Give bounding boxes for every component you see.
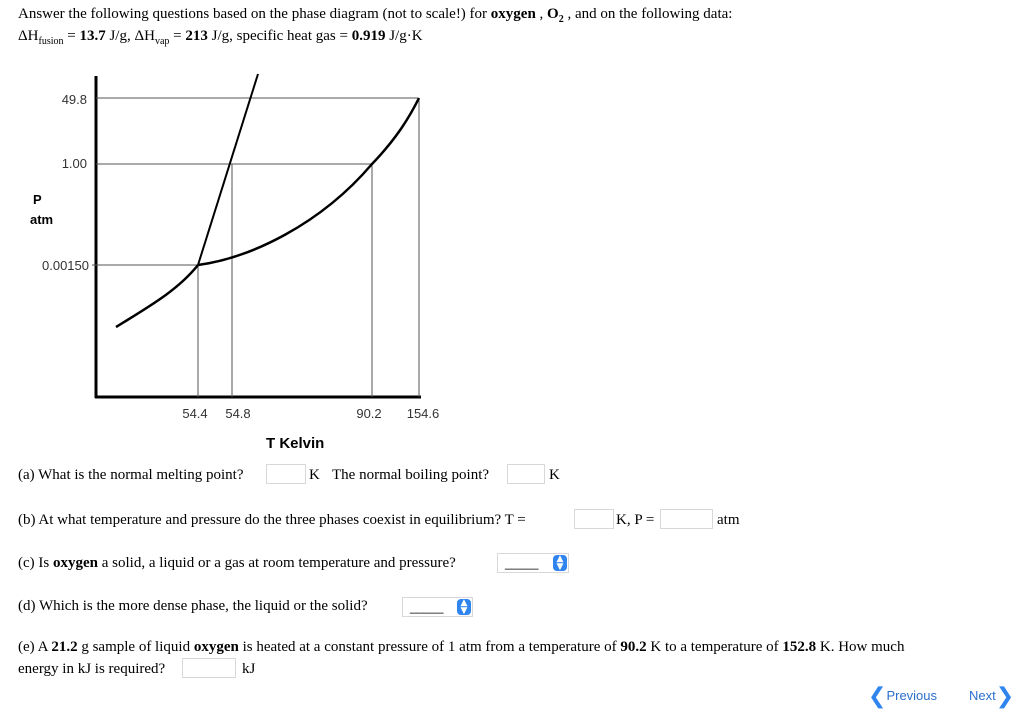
intro-line-2 (18, 28, 423, 47)
denser-phase-select[interactable] (402, 597, 473, 617)
question-d-text: (d) Which is the more dense phase, the liquid or the solid? (18, 598, 368, 614)
next-button[interactable] (969, 684, 1014, 709)
x-tick-54-4: 54.4 (182, 406, 208, 421)
question-e-t2: g sample of liquid (77, 639, 194, 655)
boiling-point-input[interactable] (507, 464, 545, 484)
unit-atm: atm (717, 512, 740, 528)
y-tick-0-00150: 0.00150 (42, 258, 89, 273)
unit: J/g, specific heat gas = (207, 28, 352, 44)
specific-heat-value: 0.919 (351, 28, 386, 44)
unit-kj: kJ (242, 661, 256, 677)
sublimation-curve (116, 265, 198, 327)
dh-fusion-sub: fusion (38, 36, 64, 47)
formula-sub: 2 (558, 14, 564, 25)
fusion-curve (198, 74, 258, 265)
eq: = (63, 28, 80, 44)
phase-select-value: _____ (505, 556, 539, 570)
phase-select[interactable] (497, 553, 569, 573)
question-e-t1: (e) A (18, 639, 52, 655)
x-tick-154-6: 154.6 (406, 406, 440, 421)
previous-label: Previous (886, 688, 938, 703)
unit: J/g·K (385, 28, 423, 44)
x-axis-label: T Kelvin (266, 435, 325, 452)
next-label: Next (969, 688, 996, 703)
question-e-line-1 (18, 639, 904, 656)
dh-vap-sub: vap (154, 36, 170, 47)
sep: , (535, 6, 548, 22)
question-c-substance: oxygen (52, 555, 98, 571)
denser-phase-select-value: _____ (410, 600, 444, 614)
intro-text: Answer the following questions based on the phase diagram (not to scale!) for (18, 6, 491, 22)
end-temp: 152.8 (782, 639, 817, 655)
chevron-right-icon: ❯ (995, 684, 1015, 709)
formula-base: O (547, 6, 559, 22)
select-arrows-icon: ▲ ▼ (457, 599, 471, 615)
y-tick-1-00: 1.00 (61, 156, 87, 171)
dh-fusion-value: 13.7 (79, 28, 106, 44)
question-e-t5: K. How much (816, 639, 905, 655)
question-e-substance: oxygen (193, 639, 239, 655)
y-axis-label-p: P (33, 192, 42, 207)
sample-mass: 21.2 (51, 639, 78, 655)
eq: = (169, 28, 186, 44)
energy-input[interactable] (182, 658, 236, 678)
triple-point-temp-input[interactable] (574, 509, 614, 529)
dh-vap-symbol: ΔH (134, 28, 155, 44)
start-temp: 90.2 (620, 639, 647, 655)
question-e-t3: is heated at a constant pressure of 1 atm from a temperature of (238, 639, 621, 655)
question-e-line-2: energy in kJ is required? (18, 661, 166, 677)
dh-fusion-symbol: ΔH (18, 28, 39, 44)
chevron-left-icon: ❮ (868, 684, 887, 709)
unit-k-2: K (549, 467, 560, 483)
dh-vap-value: 213 (185, 28, 208, 44)
question-a-text: (a) What is the normal melting point? (18, 467, 244, 483)
vaporization-curve (198, 98, 419, 265)
x-tick-90-2: 90.2 (356, 406, 382, 421)
melting-point-input[interactable] (266, 464, 306, 484)
triple-point-pressure-input[interactable] (660, 509, 713, 529)
previous-button[interactable] (868, 684, 937, 709)
intro-text-end: , and on the following data: (563, 6, 733, 22)
question-a-boiling-text: The normal boiling point? (332, 467, 490, 483)
question-c-text (18, 555, 456, 572)
unit-k: K (309, 467, 320, 483)
phase-diagram (0, 72, 460, 421)
x-tick-54-8: 54.8 (225, 406, 251, 421)
intro-line-1 (18, 6, 732, 25)
select-arrows-icon: ▲ ▼ (553, 555, 567, 571)
unit: J/g, (105, 28, 135, 44)
y-tick-49-8: 49.8 (61, 92, 87, 107)
substance-name: oxygen (490, 6, 536, 22)
unit-k-p: K, P = (616, 512, 655, 528)
y-axis-label-atm: atm (30, 212, 54, 227)
question-e-t4: K to a temperature of (646, 639, 783, 655)
question-b-text: (b) At what temperature and pressure do the three phases coexist in equilibrium? T = (18, 512, 526, 528)
formula (547, 6, 564, 25)
question-c-post: a solid, a liquid or a gas at room temperature and pressure? (97, 555, 456, 571)
question-c-pre: (c) Is (18, 555, 53, 571)
